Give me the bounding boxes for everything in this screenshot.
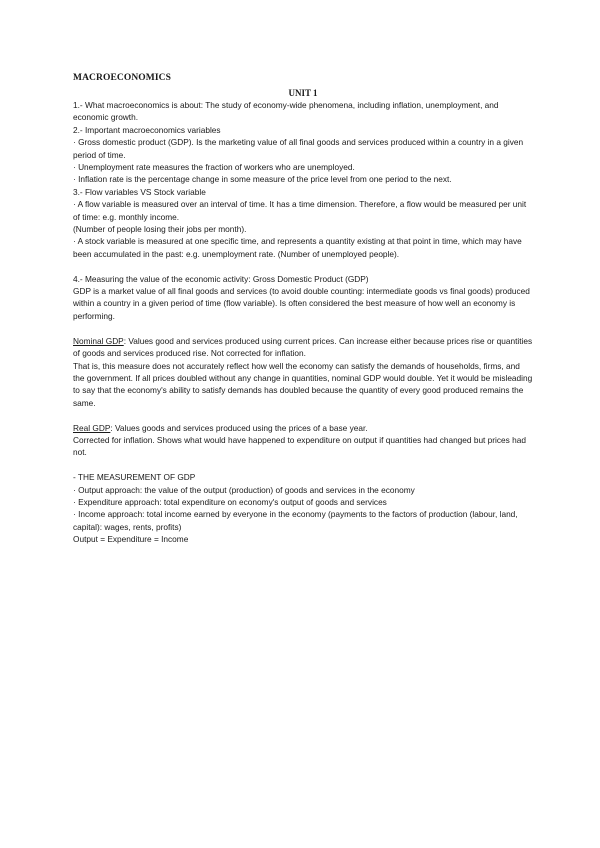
spacer [73,409,533,421]
unit-title: UNIT 1 [288,88,318,98]
nominal-gdp-label: Nominal GDP [73,335,124,346]
flow-variable-note: (Number of people losing their jobs per month). [73,224,247,235]
measurement-heading: - THE MEASUREMENT OF GDP [73,472,196,483]
output-approach-bullet: · Output approach: the value of the output (production) of goods and services in the economy [73,484,415,495]
spacer [73,459,533,471]
section-3-heading: 3.- Flow variables VS Stock variable [73,186,206,197]
document-title: MACROECONOMICS [73,73,171,83]
real-gdp-label: Real GDP [73,422,111,433]
real-gdp-explanation: Corrected for inflation. Shows what would have happened to expenditure on output if quantities had changed but prices had not. [73,434,526,458]
gdp-bullet: · Gross domestic product (GDP). Is the marketing value of all final goods and services produced within a country in a given period of time. [73,137,524,160]
real-gdp-paragraph [73,422,533,434]
document-body [73,72,533,546]
stock-variable-bullet: · A stock variable is measured at one specific time, and represents a quantity existing at that point in time, which may have been accumulated in the past: e.g. unemployment rate. (Number of unemployed people). [73,236,522,259]
flow-variable-bullet: · A flow variable is measured over an interval of time. It has a time dimension. Therefore, a flow would be measured per unit of time: e.g. monthly income. [73,199,527,222]
expenditure-approach-bullet: · Expenditure approach: total expenditure on economy's output of goods and services [73,496,387,507]
section-4-heading: 4.- Measuring the value of the economic activity: Gross Domestic Product (GDP) [73,273,369,284]
nominal-gdp-paragraph [73,335,533,360]
section-4-text: GDP is a market value of all final goods and services (to avoid double counting: intermediate goods vs final goods) produced within a country in a given period of time (flow variable). Is often considered the best measure of how well an economy is performing. [73,286,530,321]
nominal-gdp-explanation: That is, this measure does not accurately reflect how well the economy can satisfy the demands of households, firms, and the government. If all prices doubled without any change in quantities, nominal GDP would double. Yet it would be misleading to say that the economy's ability to satisfy demands has doubled because the quantity of every good produced remains the same. [73,360,533,408]
inflation-bullet: · Inflation rate is the percentage change in some measure of the price level from one period to the next. [73,174,452,185]
spacer [73,260,533,272]
income-approach-bullet: · Income approach: total income earned by everyone in the economy (payments to the factors of production (labour, land, capital): wages, rents, profits) [73,509,518,532]
spacer [73,322,533,334]
gdp-identity-equation: Output = Expenditure = Income [73,534,189,545]
real-gdp-definition: : Values goods and services produced using the prices of a base year. [110,422,368,433]
section-2-heading: 2.- Important macroeconomics variables [73,124,221,135]
section-1-text: 1.- What macroeconomics is about: The study of economy-wide phenomena, including inflation, unemployment, and economic growth. [73,100,499,123]
unemployment-bullet: · Unemployment rate measures the fraction of workers who are unemployed. [73,162,355,173]
nominal-gdp-definition: : Values good and services produced using current prices. Can increase either because prices rise or quantities of goods and services produced rise. Not corrected for inflation. [73,335,533,359]
